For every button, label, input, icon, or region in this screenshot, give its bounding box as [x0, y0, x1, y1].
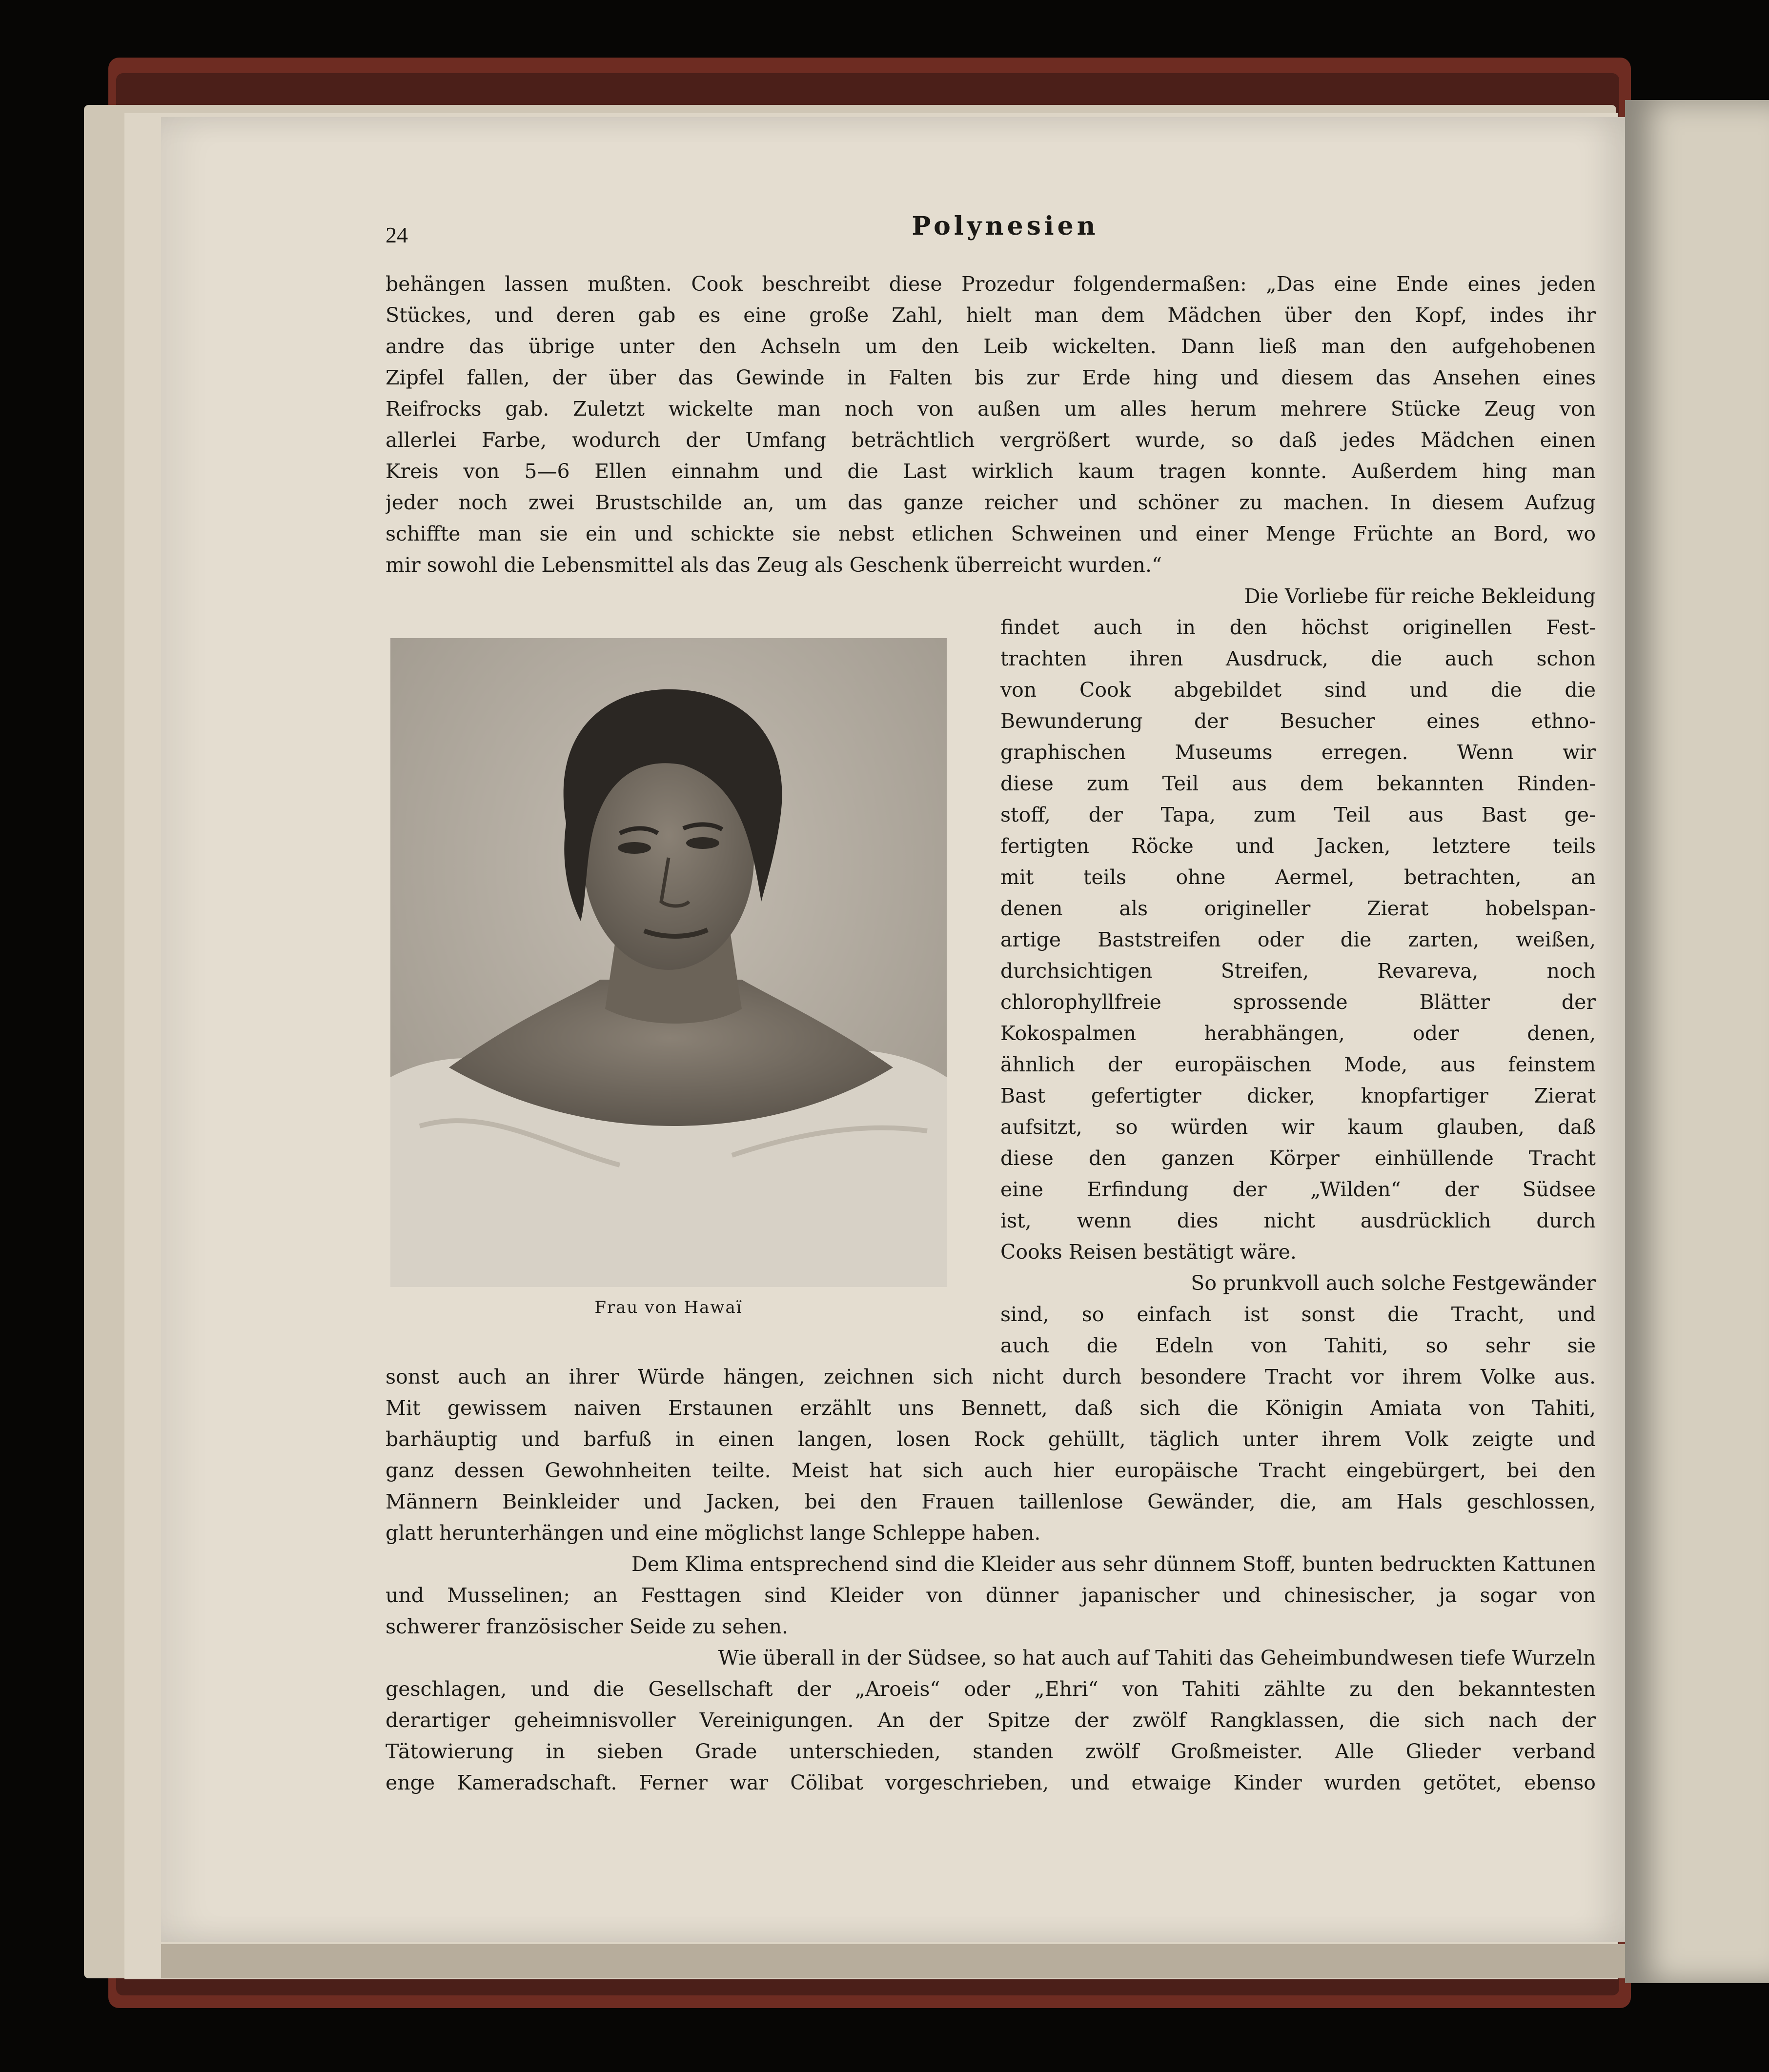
text-line: barhäuptig und barfuß in einen langen, losen Rock gehüllt, täglich unter ihrem Volk zeigte und — [386, 1428, 1596, 1451]
text-line: glatt herunterhängen und eine möglichst lange Schleppe haben. — [386, 1521, 1041, 1545]
text-line: Zipfel fallen, der über das Gewinde in Falten bis zur Erde hing und diesem das Ansehen eines — [386, 366, 1596, 389]
text-line: geschlagen, und die Gesellschaft der „Aroeis“ oder „Ehri“ von Tahiti zählte zu den bekanntesten — [386, 1677, 1596, 1701]
text-line: diese zum Teil aus dem bekannten Rinden- — [1000, 772, 1596, 795]
text-line: Kreis von 5—6 Ellen einnahm und die Last wirklich kaum tragen konnte. Außerdem hing man — [386, 460, 1596, 483]
text-line: Männern Beinkleider und Jacken, bei den Frauen taillenlose Gewänder, die, am Hals geschlossen, — [386, 1490, 1596, 1513]
portrait-photo — [390, 638, 947, 1287]
text-line: andre das übrige unter den Achseln um den Leib wickelten. Dann ließ man den aufgehobenen — [386, 335, 1596, 358]
text-line: Cooks Reisen bestätigt wäre. — [1000, 1240, 1297, 1264]
text-line: ist, wenn dies nicht ausdrücklich durch — [1000, 1209, 1596, 1232]
text-line: eine Erfindung der „Wilden“ der Südsee — [1000, 1178, 1596, 1201]
text-line: auch die Edeln von Tahiti, so sehr sie — [1000, 1334, 1596, 1357]
text-line: und Musselinen; an Festtagen sind Kleider von dünner japanischer und chinesischer, ja sogar von — [386, 1584, 1596, 1607]
text-line: graphischen Museums erregen. Wenn wir — [1000, 741, 1596, 764]
text-line: trachten ihren Ausdruck, die auch schon — [1000, 647, 1596, 670]
text-line: denen als origineller Zierat hobelspan- — [1000, 897, 1596, 920]
text-line: von Cook abgebildet sind und die die — [1000, 678, 1596, 702]
text-line: sind, so einfach ist sonst die Tracht, und — [1000, 1303, 1596, 1326]
text-line: So prunkvoll auch solche Festgewänder — [1191, 1271, 1596, 1295]
text-line: sonst auch an ihrer Würde hängen, zeichnen sich nicht durch besondere Tracht vor ihrem Volke aus. — [386, 1365, 1596, 1388]
page-number: 24 — [386, 222, 408, 247]
text-line: Stückes, und deren gab es eine große Zahl, hielt man dem Mädchen über den Kopf, indes ihr — [386, 303, 1596, 327]
text-line: mir sowohl die Lebensmittel als das Zeug als Geschenk überreicht wurden.“ — [386, 553, 1162, 577]
text-line: chlorophyllfreie sprossende Blätter der — [1000, 990, 1596, 1014]
text-line: Kokospalmen herabhängen, oder denen, — [1000, 1022, 1596, 1045]
text-line: durchsichtigen Streifen, Revareva, noch — [1000, 959, 1596, 983]
facing-page — [1625, 100, 1769, 1983]
text-line: mit teils ohne Aermel, betrachten, an — [1000, 865, 1596, 889]
text-line: Bast gefertigter dicker, knopfartiger Zierat — [1000, 1084, 1596, 1107]
text-line: schiffte man sie ein und schickte sie nebst etlichen Schweinen und einer Menge Früchte an Bord, wo — [386, 522, 1596, 545]
text-line: Reifrocks gab. Zuletzt wickelte man noch von außen um alles herum mehrere Stücke Zeug von — [386, 397, 1596, 421]
text-line: derartiger geheimnisvoller Vereinigungen. An der Spitze der zwölf Rangklassen, die sich nach der — [386, 1709, 1596, 1732]
text-line: ähnlich der europäischen Mode, aus feinstem — [1000, 1053, 1596, 1076]
text-line: diese den ganzen Körper einhüllende Tracht — [1000, 1147, 1596, 1170]
book-page — [161, 117, 1625, 1942]
text-line: allerlei Farbe, wodurch der Umfang beträchtlich vergrößert wurde, so daß jedes Mädchen einen — [386, 428, 1596, 452]
text-line: fertigten Röcke und Jacken, letztere teils — [1000, 834, 1596, 858]
text-line: Dem Klima entsprechend sind die Kleider aus sehr dünnem Stoff, bunten bedruckten Kattunen — [631, 1552, 1596, 1576]
text-line: behängen lassen mußten. Cook beschreibt diese Prozedur folgendermaßen: „Das eine Ende eines jeden — [386, 272, 1596, 296]
text-line: Tätowierung in sieben Grade unterschieden, standen zwölf Großmeister. Alle Glieder verband — [386, 1740, 1596, 1763]
text-line: aufsitzt, so würden wir kaum glauben, daß — [1000, 1115, 1596, 1139]
page-bottom-edge — [161, 1944, 1625, 1978]
figure-caption: Frau von Hawaï — [594, 1298, 743, 1317]
text-line: ganz dessen Gewohnheiten teilte. Meist hat sich auch hier europäische Tracht eingebürgert, bei den — [386, 1459, 1596, 1482]
text-line: findet auch in den höchst originellen Fest- — [1000, 616, 1596, 639]
text-line: enge Kameradschaft. Ferner war Cölibat vorgeschrieben, und etwaige Kinder wurden getötet, ebenso — [386, 1771, 1596, 1794]
portrait-figure — [390, 638, 947, 1287]
text-line: schwerer französischer Seide zu sehen. — [386, 1615, 789, 1638]
running-head: Polynesien — [912, 211, 1099, 241]
text-line: Mit gewissem naiven Erstaunen erzählt uns Bennett, daß sich die Königin Amiata von Tahiti, — [386, 1396, 1596, 1420]
text-line: jeder noch zwei Brustschilde an, um das ganze reicher und schöner zu machen. In diesem Aufzug — [386, 491, 1596, 514]
text-line: artige Baststreifen oder die zarten, weißen, — [1000, 928, 1596, 951]
text-line: Wie überall in der Südsee, so hat auch auf Tahiti das Geheimbundwesen tiefe Wurzeln — [718, 1646, 1596, 1670]
text-line: Die Vorliebe für reiche Bekleidung — [1244, 584, 1596, 608]
text-line: stoff, der Tapa, zum Teil aus Bast ge- — [1000, 803, 1596, 826]
text-line: Bewunderung der Besucher eines ethno- — [1000, 709, 1596, 733]
